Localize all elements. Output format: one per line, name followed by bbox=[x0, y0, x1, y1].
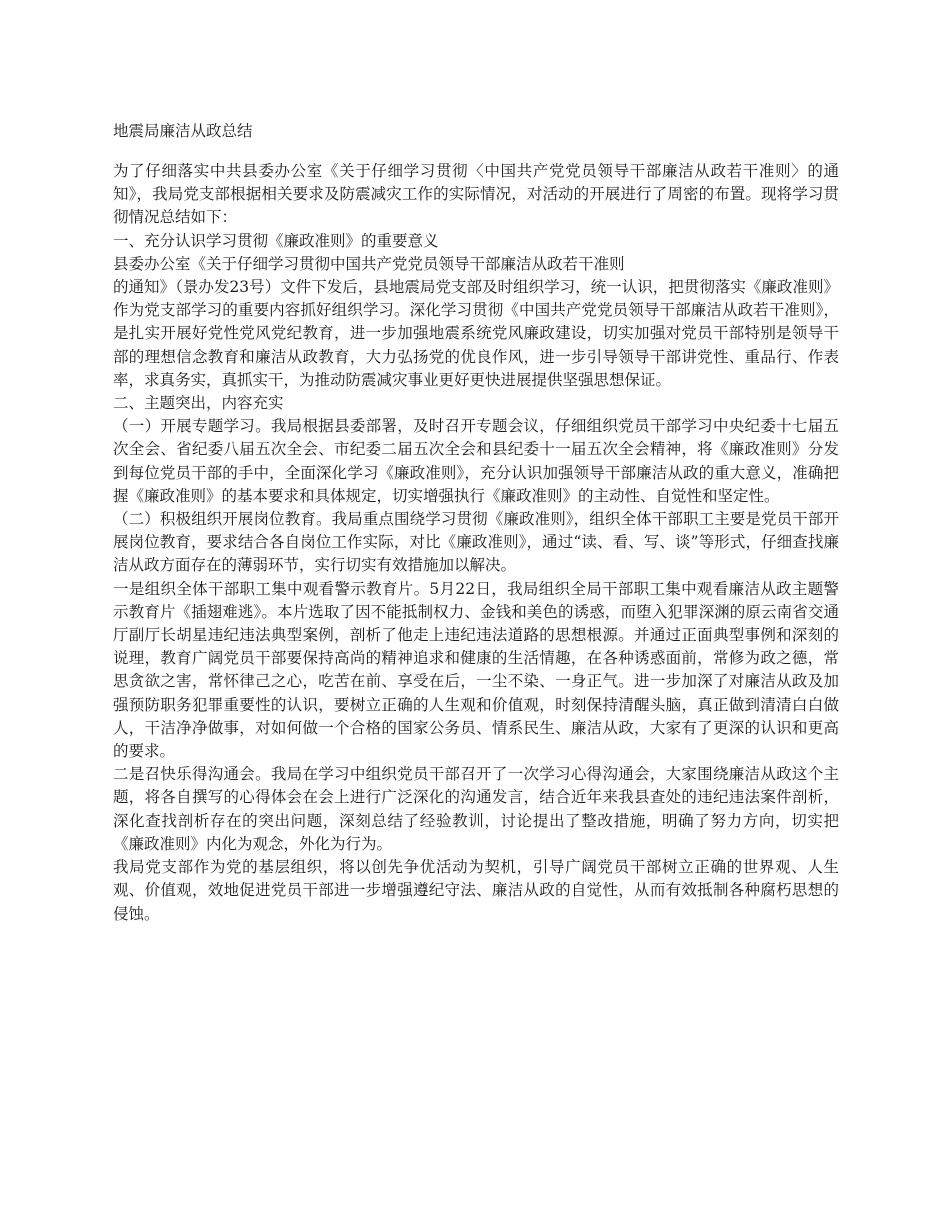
paragraph-notice-line: 县委办公室《关于仔细学习贯彻中国共产党党员领导干部廉洁从政若干准则 bbox=[113, 254, 625, 273]
paragraph-post-education: （二）积极组织开展岗位教育。我局重点围绕学习贯彻《廉政准则》，组织全体干部职工主要是党员干部开展岗位教育，要求结合各自岗位工作实际，对比《廉政准则》，通过“读、看、写、谈”等形式，仔细查找廉洁从政方面存在的薄弱环节，实行切实有效措施加以解决。 bbox=[113, 510, 839, 575]
paragraph-exchange-meeting: 二是召快乐得沟通会。我局在学习中组织党员干部召开了一次学习心得沟通会，大家围绕廉洁从政这个主题，将各自撰写的心得体会在会上进行广泛深化的沟通发言，结合近年来我县查处的违纪违法案件剖析，深化查找剖析存在的突出问题，深刻总结了经验教训，讨论提出了整改措施，明确了努力方向，切实把《廉政准则》内化为观念，外化为行为。 bbox=[113, 765, 839, 853]
paragraph-notice-body: 的通知》（景办发23号）文件下发后，县地震局党支部及时组织学习，统一认识，把贯彻落实《廉政准则》作为党支部学习的重要内容抓好组织学习。深化学习贯彻《中国共产党党员领导干部廉洁从政若干准则》，是扎实开展好党性党风党纪教育，进一步加强地震系统党风廉政建设，切实加强对党员干部特别是领导干部的理想信念教育和廉洁从政教育，大力弘扬党的优良作风，进一步引导领导干部讲党性、重品行、作表率，求真务实，真抓实干，为推动防震减灾事业更好更快进展提供坚强思想保证。 bbox=[113, 278, 839, 389]
paragraph-warning-film: 一是组织全体干部职工集中观看警示教育片。5月22日，我局组织全局干部职工集中观看廉洁从政主题警示教育片《插翅难逃》。本片选取了因不能抵制权力、金钱和美色的诱惑，而堕入犯罪深渊的原云南省交通厅副厅长胡星违纪违法典型案例，剖析了他走上违纪违法道路的思想根源。并通过正面典型事例和深刻的说理，教育广阔党员干部要保持高尚的精神追求和健康的生活情趣，在各种诱惑面前，常修为政之德，常思贪欲之害，常怀律己之心，吃苦在前、享受在后，一尘不染、一身正气。进一步加深了对廉洁从政及加强预防职务犯罪重要性的认识，要树立正确的人生观和价值观，时刻保持清醒头脑，真正做到清清白白做人，干洁净净做事，对如何做一个合格的国家公务员、情系民生、廉洁从政，大家有了更深的认识和更高的要求。 bbox=[113, 579, 839, 761]
document-page bbox=[113, 118, 839, 926]
document-title: 地震局廉洁从政总结 bbox=[113, 122, 253, 140]
section-heading-1: 一、充分认识学习贯彻《廉政准则》的重要意义 bbox=[113, 231, 439, 250]
paragraph-topic-study: （一）开展专题学习。我局根据县委部署，及时召开专题会议，仔细组织党员干部学习中央纪委十七届五次全会、省纪委八届五次全会、市纪委二届五次全会和县纪委十一届五次全会精神，将《廉政准则》分发到每位党员干部的手中，全面深化学习《廉政准则》，充分认识加强领导干部廉洁从政的重大意义，准确把握《廉政准则》的基本要求和具体规定，切实增强执行《廉政准则》的主动性、自觉性和坚定性。 bbox=[113, 417, 839, 505]
paragraph-conclusion: 我局党支部作为党的基层组织，将以创先争优活动为契机，引导广阔党员干部树立正确的世界观、人生观、价值观，效地促进党员干部进一步增强遵纪守法、廉洁从政的自觉性，从而有效抵制各种腐朽思想的侵蚀。 bbox=[113, 858, 839, 923]
section-heading-2: 二、主题突出，内容充实 bbox=[113, 394, 284, 413]
intro-paragraph: 为了仔细落实中共县委办公室《关于仔细学习贯彻〈中国共产党党员领导干部廉洁从政若干准则〉的通知》，我局党支部根据相关要求及防震减灾工作的实际情况，对活动的开展进行了周密的布置。现将学习贯彻情况总结如下： bbox=[113, 162, 839, 227]
